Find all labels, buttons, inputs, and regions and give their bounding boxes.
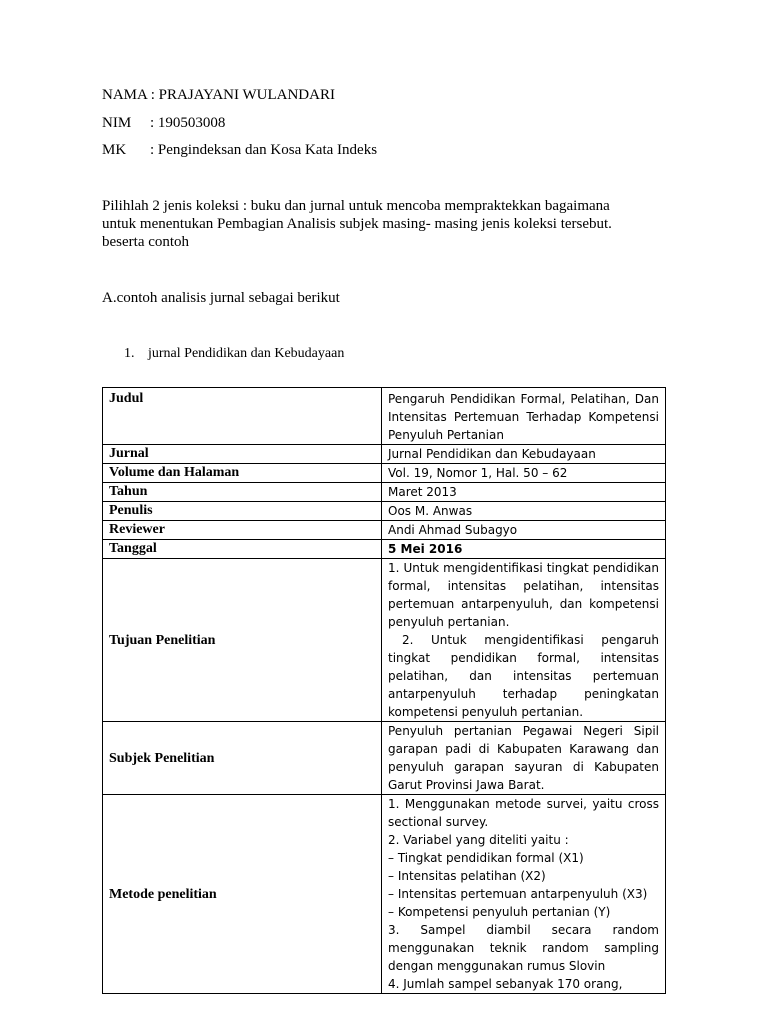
section-title: A.contoh analisis jurnal sebagai berikut bbox=[102, 290, 340, 306]
table-row bbox=[103, 388, 666, 445]
table-row bbox=[103, 445, 666, 464]
row-label-penulis: Penulis bbox=[103, 502, 382, 521]
intro-paragraph bbox=[102, 197, 662, 251]
row-label-jurnal: Jurnal bbox=[103, 445, 382, 464]
row-label-judul: Judul bbox=[103, 388, 382, 445]
list-item bbox=[124, 346, 344, 362]
row-value-metode bbox=[382, 795, 666, 994]
nim-value: : 190503008 bbox=[150, 115, 226, 131]
row-value-tahun: Maret 2013 bbox=[382, 483, 666, 502]
list-number: 1. bbox=[124, 346, 135, 361]
metode-item: 3. Sampel diambil secara random menggunakan teknik random sampling dengan menggunakan rumus Slovin bbox=[388, 923, 659, 973]
row-value-tujuan bbox=[382, 559, 666, 722]
table-row bbox=[103, 521, 666, 540]
row-label-subjek: Subjek Penelitian bbox=[103, 722, 382, 795]
metode-item: 2. Variabel yang diteliti yaitu : bbox=[388, 833, 569, 847]
table-row bbox=[103, 722, 666, 795]
table-row bbox=[103, 559, 666, 722]
row-value-reviewer: Andi Ahmad Subagyo bbox=[382, 521, 666, 540]
table-row bbox=[103, 502, 666, 521]
metode-item: – Intensitas pelatihan (X2) bbox=[388, 869, 546, 883]
journal-analysis-table bbox=[102, 387, 666, 994]
row-value-tanggal: 5 Mei 2016 bbox=[382, 540, 666, 559]
tujuan-item: 2. Untuk mengidentifikasi pengaruh tingkat pendidikan formal, intensitas pelatihan, dan intensitas pertemuan antarpenyuluh terhadap peningkatan kompetensi penyuluh pertanian. bbox=[388, 633, 659, 719]
row-label-reviewer: Reviewer bbox=[103, 521, 382, 540]
intro-line: untuk menentukan Pembagian Analisis subjek masing- masing jenis koleksi tersebut. bbox=[102, 216, 612, 232]
table-row bbox=[103, 464, 666, 483]
table-row bbox=[103, 483, 666, 502]
row-label-tujuan: Tujuan Penelitian bbox=[103, 559, 382, 722]
metode-item: 1. Menggunakan metode survei, yaitu cross sectional survey. bbox=[388, 797, 659, 829]
list-text: jurnal Pendidikan dan Kebudayaan bbox=[148, 346, 345, 361]
row-label-metode: Metode penelitian bbox=[103, 795, 382, 994]
metode-item: – Kompetensi penyuluh pertanian (Y) bbox=[388, 905, 611, 919]
row-value-volume: Vol. 19, Nomor 1, Hal. 50 – 62 bbox=[382, 464, 666, 483]
table-row bbox=[103, 795, 666, 994]
row-label-tanggal: Tanggal bbox=[103, 540, 382, 559]
metode-item: – Intensitas pertemuan antarpenyuluh (X3) bbox=[388, 887, 648, 901]
metode-item: 4. Jumlah sampel sebanyak 170 orang, bbox=[388, 977, 623, 991]
row-label-tahun: Tahun bbox=[103, 483, 382, 502]
intro-line: beserta contoh bbox=[102, 234, 190, 250]
mk-value: : Pengindeksan dan Kosa Kata Indeks bbox=[150, 142, 378, 158]
intro-line: Pilihlah 2 jenis koleksi : buku dan jurnal untuk mencoba mempraktekkan bagaimana bbox=[102, 198, 610, 214]
student-name: NAMA : PRAJAYANI WULANDARI bbox=[102, 87, 335, 103]
nim-label: NIM bbox=[102, 115, 132, 131]
tujuan-item: 1. Untuk mengidentifikasi tingkat pendidikan formal, intensitas pelatihan, intensitas pertemuan antarpenyuluh, dan kompetensi penyuluh pertanian. bbox=[388, 561, 659, 629]
table-row bbox=[103, 540, 666, 559]
row-value-jurnal: Jurnal Pendidikan dan Kebudayaan bbox=[382, 445, 666, 464]
row-label-volume: Volume dan Halaman bbox=[103, 464, 382, 483]
row-value-judul: Pengaruh Pendidikan Formal, Pelatihan, Dan Intensitas Pertemuan Terhadap Kompetensi Penyuluh Pertanian bbox=[382, 388, 666, 445]
mk-row bbox=[102, 142, 377, 159]
row-value-penulis: Oos M. Anwas bbox=[382, 502, 666, 521]
nim-row bbox=[102, 115, 225, 132]
metode-item: – Tingkat pendidikan formal (X1) bbox=[388, 851, 584, 865]
mk-label: MK bbox=[102, 142, 127, 158]
row-value-subjek: Penyuluh pertanian Pegawai Negeri Sipil garapan padi di Kabupaten Karawang dan penyuluh garapan sayuran di Kabupaten Garut Provinsi Jawa Barat. bbox=[382, 722, 666, 795]
